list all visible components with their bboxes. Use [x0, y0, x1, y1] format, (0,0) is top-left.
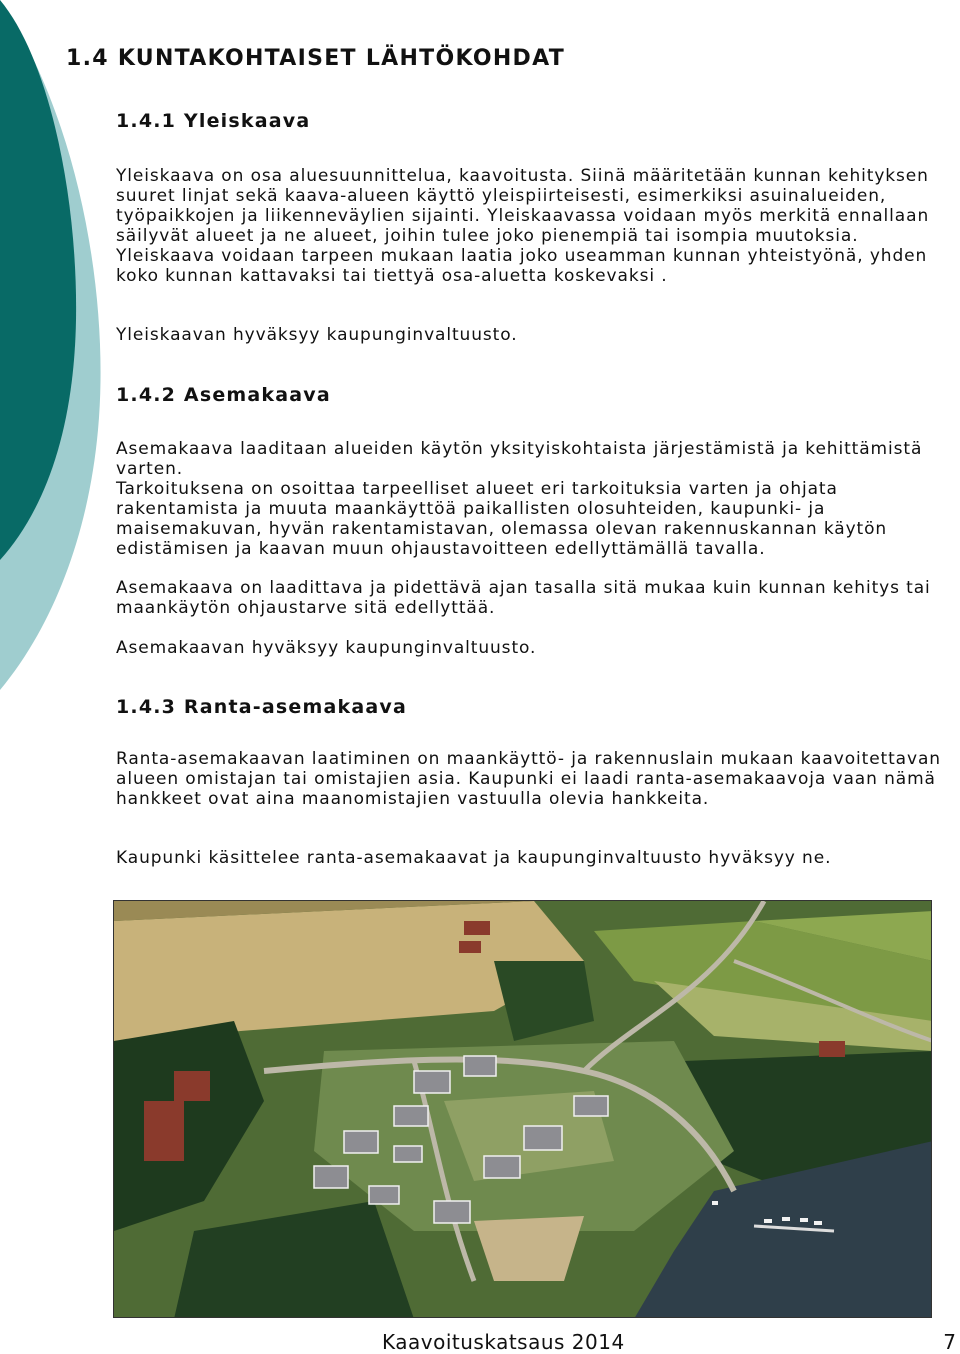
- footer-title: Kaavoituskatsaus 2014: [382, 1330, 625, 1354]
- paragraph: Asemakaava on laadittava ja pidettävä ajan tasalla sitä mukaa kuin kunnan kehitys tai maankäytön ohjaustarve sitä edellyttää.: [116, 578, 931, 618]
- paragraph: Asemakaavan hyväksyy kaupunginvaltuusto.: [116, 638, 537, 658]
- aerial-photo: [113, 900, 932, 1318]
- page-number: 7: [943, 1330, 956, 1354]
- paragraph: Yleiskaava on osa aluesuunnittelua, kaavoitusta. Siinä määritetään kunnan kehityksen suuret linjat sekä kaava-alueen käyttö yleispiirteisesti, esimerkiksi asuinalueiden, työpaikkojen ja liikenneväylien sijainti. Yleiskaavassa voidaan myös merkitä ennallaan säilyvät alueet ja ne alueet, joihin tulee joko pienempiä tai isompia muutoksia. Yleiskaava voidaan tarpeen mukaan laatia joko useamman kunnan yhteistyönä, yhden koko kunnan kattavaksi tai tiettyä osa-aluetta koskevaksi .: [116, 166, 930, 286]
- decorative-teal-shapes: [0, 0, 130, 760]
- paragraph: Ranta-asemakaavan laatiminen on maankäyttö- ja rakennuslain mukaan kaavoitettavan alueen omistajan tai omistajien asia. Kaupunki ei laadi ranta-asemakaavoja vaan nämä hankkeet ovat aina maanomistajien vastuulla olevia hankkeita.: [116, 749, 941, 809]
- aerial-photo-illustration: [114, 901, 932, 1318]
- section-title-ranta-asemakaava: 1.4.3 Ranta-asemakaava: [116, 696, 407, 718]
- section-title-yleiskaava: 1.4.1 Yleiskaava: [116, 110, 311, 132]
- paragraph: Asemakaava laaditaan alueiden käytön yksityiskohtaista järjestämistä ja kehittämistä varten.: [116, 439, 923, 479]
- section-title-asemakaava: 1.4.2 Asemakaava: [116, 384, 331, 406]
- page-heading: 1.4 KUNTAKOHTAISET LÄHTÖKOHDAT: [66, 46, 566, 71]
- paragraph: Tarkoituksena on osoittaa tarpeelliset alueet eri tarkoituksia varten ja ohjata rakentamista ja muuta maankäyttöä paikallisten olosuhteiden, kaupunki- ja maisemakuvan, hyvän rakentamistavan, olemassa olevan rakennuskannan käytön edistämisen ja kaavan muun ohjaustavoitteen edellyttämällä tavalla.: [116, 479, 888, 559]
- paragraph: Yleiskaavan hyväksyy kaupunginvaltuusto.: [116, 325, 518, 345]
- paragraph: Kaupunki käsittelee ranta-asemakaavat ja kaupunginvaltuusto hyväksyy ne.: [116, 848, 832, 868]
